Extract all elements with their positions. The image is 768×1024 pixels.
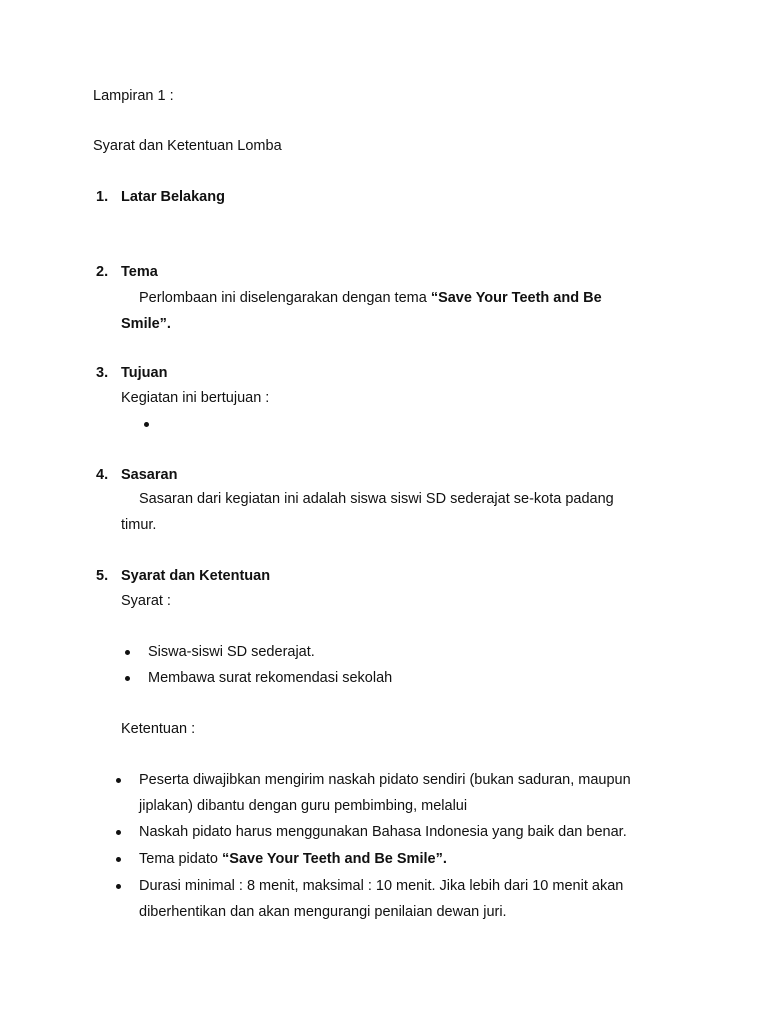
- list-bullet: [116, 884, 121, 889]
- ketentuan-label: Ketentuan :: [121, 721, 196, 737]
- section-heading-tujuan: Tujuan: [121, 365, 168, 381]
- section-heading-tema: Tema: [121, 264, 158, 280]
- tema-body-line-1: [139, 291, 602, 306]
- ketentuan-item: Durasi minimal : 8 menit, maksimal : 10 menit. Jika lebih dari 10 menit akan: [139, 878, 624, 894]
- list-bullet: [116, 778, 121, 783]
- ketentuan-item-continued: diberhentikan dan akan mengurangi penilaian dewan juri.: [139, 904, 507, 920]
- tema-theme-text: “Save Your Teeth and Be: [430, 290, 602, 306]
- ketentuan-item: Peserta diwajibkan mengirim naskah pidato sendiri (bukan saduran, maupun: [139, 772, 631, 788]
- ketentuan-item-continued: jiplakan) dibantu dengan guru pembimbing, melalui: [139, 798, 468, 814]
- sasaran-body-line-1: Sasaran dari kegiatan ini adalah siswa siswi SD sederajat se-kota padang: [139, 491, 614, 507]
- section-number: 5.: [96, 568, 109, 584]
- list-bullet: [125, 650, 130, 655]
- list-bullet: [116, 830, 121, 835]
- ketentuan-item-text: Tema pidato: [139, 851, 223, 867]
- list-bullet: [125, 676, 130, 681]
- ketentuan-item: Naskah pidato harus menggunakan Bahasa Indonesia yang baik dan benar.: [139, 824, 627, 840]
- ketentuan-theme-text: “Save Your Teeth and Be Smile”.: [222, 851, 447, 867]
- document-title: Syarat dan Ketentuan Lomba: [93, 138, 282, 154]
- tujuan-intro: Kegiatan ini bertujuan :: [121, 390, 270, 406]
- attachment-label: Lampiran 1 :: [93, 88, 174, 104]
- section-number: 2.: [96, 264, 109, 280]
- tema-body-line-2: Smile”.: [121, 316, 171, 332]
- section-number: 4.: [96, 467, 109, 483]
- list-bullet: [116, 857, 121, 862]
- section-heading-sasaran: Sasaran: [121, 467, 178, 483]
- syarat-item: Membawa surat rekomendasi sekolah: [148, 670, 393, 686]
- sasaran-body-line-2: timur.: [121, 517, 157, 533]
- tujuan-empty-bullet: [144, 422, 149, 427]
- section-number: 3.: [96, 365, 109, 381]
- tema-body-text: Perlombaan ini diselengarakan dengan tema: [139, 290, 431, 306]
- section-heading-latar-belakang: Latar Belakang: [121, 189, 225, 205]
- syarat-item: Siswa-siswi SD sederajat.: [148, 644, 315, 660]
- syarat-label: Syarat :: [121, 593, 171, 609]
- section-heading-syarat-ketentuan: Syarat dan Ketentuan: [121, 568, 271, 584]
- ketentuan-item: [139, 852, 447, 867]
- section-number: 1.: [96, 189, 109, 205]
